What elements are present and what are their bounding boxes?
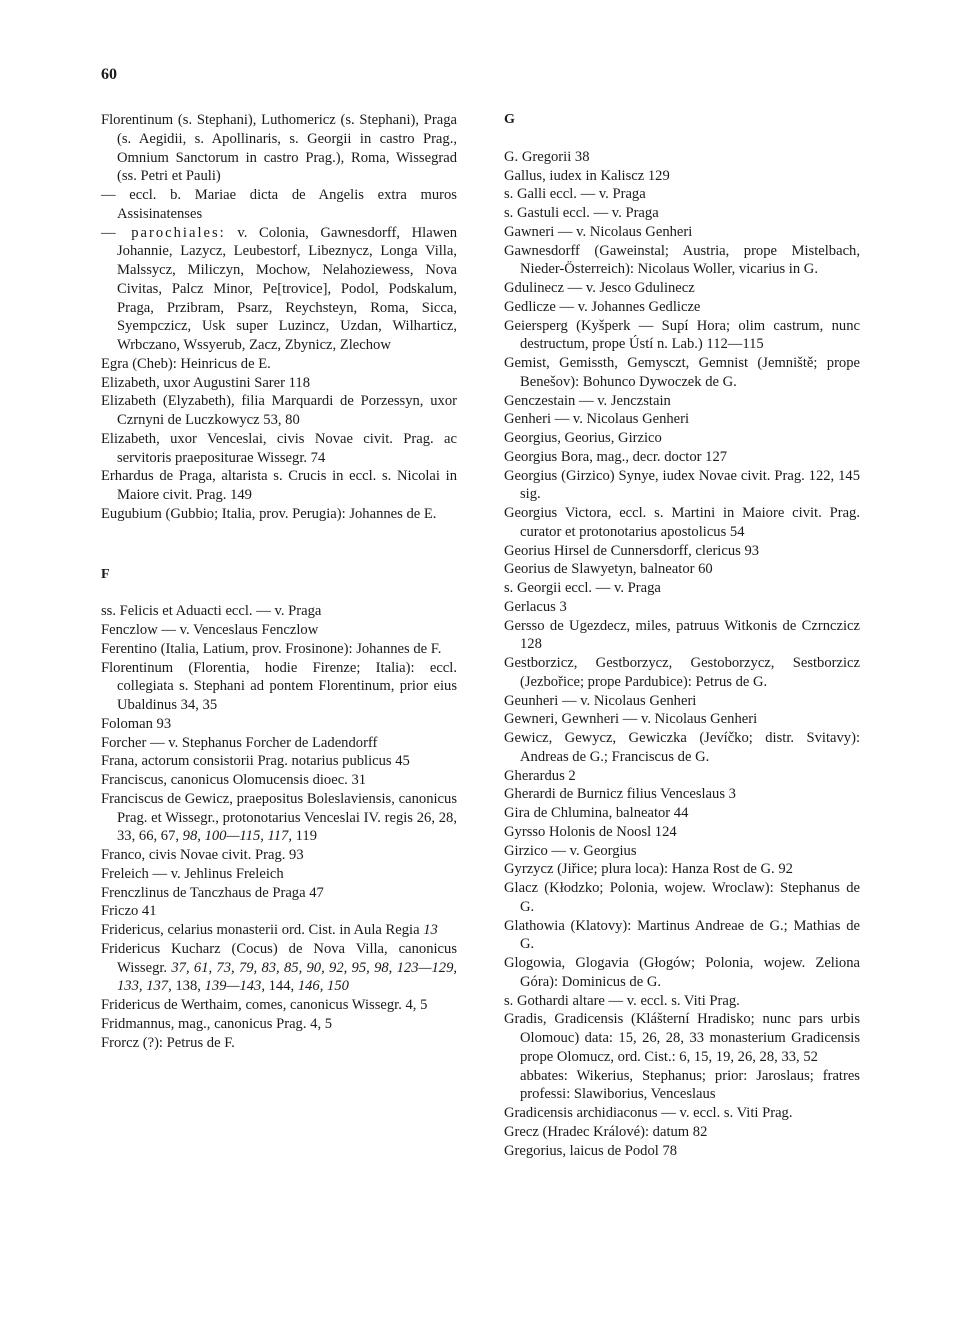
index-entry: Genheri — v. Nicolaus Genheri: [504, 411, 690, 428]
index-entry: Georgius Bora, mag., decr. doctor 127: [504, 448, 728, 465]
index-entry: s. Galli eccl. — v. Praga: [504, 186, 646, 203]
entry-italic-refs: 13: [423, 922, 438, 938]
index-entry: Freleich — v. Jehlinus Freleich: [101, 865, 284, 882]
index-entry: Frorcz (?): Petrus de F.: [101, 1034, 235, 1051]
index-entry: s. Gastuli eccl. — v. Praga: [504, 205, 659, 221]
index-entry: Gradis, Gradicensis (Klášterní Hradisko; nunc pars urbis Olomouc) data: 15, 26, 28, 33 monasterium Gradicensis prope Olomucz, ord. Cist.: 6, 15, 19, 26, 28, 33, 52: [504, 1011, 860, 1065]
index-entry: Florentinum (s. Stephani), Luthomericz (s. Stephani), Praga (s. Aegidii, s. Apollinaris, s. Georgii in castro Prag., Omnium Sanctorum in castro Prag.), Roma, Wissegrad (ss. Petri et Pauli): [101, 112, 457, 185]
index-entry: [101, 940, 457, 996]
index-entry: Gyrzycz (Jiřice; plura loca): Hanza Rost de G. 92: [504, 861, 793, 878]
index-entry: — eccl. b. Mariae dicta de Angelis extra muros Assisinatenses: [101, 187, 457, 222]
index-entry: Fridmannus, mag., canonicus Prag. 4, 5: [101, 1015, 333, 1032]
entry-italic-refs: 146, 150: [297, 978, 349, 995]
entry-text: Fridericus, celarius monasterii ord. Cist. in Aula Regia: [101, 922, 424, 938]
index-entry: Forcher — v. Stephanus Forcher de Ladendorff: [101, 734, 378, 751]
index-entry: Georgius (Girzico) Synye, iudex Novae civit. Prag. 122, 145 sig.: [504, 467, 860, 503]
index-entry: Glathowia (Klatovy): Martinus Andreae de G.; Mathias de G.: [504, 917, 860, 953]
entry-text: 144,: [264, 978, 298, 995]
right-column: [504, 111, 860, 1160]
index-entry: Gherardus 2: [504, 767, 576, 784]
index-entry: G. Gregorii 38: [504, 148, 590, 165]
parochiales-text: v. Colonia, Gawnesdorff, Hlawen Johannie, Lazycz, Leubestorf, Libeznycz, Longa Villa, Malssycz, Miliczyn, Mochow, Nelahoziewess, Nova Civitas, Palcz Minor, Pe[trovice], Podol, Podskalum, Praga, Przibram, Psarz, Reychsteyn, Roma, Sicca, Syempczicz, Usk super Luzincz, Uzdan, Wilharticz, Wrbczano, Wssyerub, Zacz, Zbynicz, Zlechow: [117, 224, 457, 353]
index-entry: Erhardus de Praga, altarista s. Crucis in eccl. s. Nicolai in Maiore civit. Prag. 149: [101, 468, 457, 503]
entry-italic-refs: 37, 61, 73, 79, 83, 85, 90, 92, 95, 98, 123—129, 133, 137,: [117, 959, 458, 995]
index-entry: [101, 224, 457, 355]
entry-italic-refs: 139—143,: [204, 978, 265, 995]
section-letter-f: F: [101, 566, 110, 582]
index-entry: Gdulinecz — v. Jesco Gdulinecz: [504, 280, 695, 296]
index-entry: Gedlicze — v. Johannes Gedlicze: [504, 298, 701, 315]
index-entry: ss. Felicis et Aduacti eccl. — v. Praga: [101, 603, 322, 620]
index-entry: Gallus, iudex in Kaliscz 129: [504, 167, 670, 184]
index-entry: Frana, actorum consistorii Prag. notarius publicus 45: [101, 753, 410, 770]
index-entry: Glogowia, Glogavia (Głogów; Polonia, wojew. Zeliona Góra): Dominicus de G.: [504, 955, 860, 990]
page-number: 60: [101, 66, 117, 83]
index-entry: Fridericus de Werthaim, comes, canonicus Wissegr. 4, 5: [101, 997, 428, 1013]
index-entry: Gradicensis archidiaconus — v. eccl. s. Viti Prag.: [504, 1105, 793, 1121]
entry-italic-refs: 98, 100—115, 117,: [182, 828, 292, 845]
index-entry: Grecz (Hradec Králové): datum 82: [504, 1123, 708, 1140]
index-entry: Ferentino (Italia, Latium, prov. Frosinone): Johannes de F.: [101, 640, 442, 657]
index-entry: s. Georgii eccl. — v. Praga: [504, 580, 661, 596]
entry-text: Franciscus de Gewicz, praepositus Boleslaviensis, canonicus Prag. et Wissegr., protonotarius Venceslai IV. regis 26, 28, 33, 66, 67,: [101, 790, 457, 845]
index-entry: Geunheri — v. Nicolaus Genheri: [504, 692, 697, 709]
index-entry: Geiersperg (Kyšperk — Supí Hora; olim castrum, nunc destructum, prope Ústí n. Lab.) 112—115: [504, 317, 860, 353]
index-entry: Gregorius, laicus de Podol 78: [504, 1142, 678, 1159]
index-entry: Elizabeth, uxor Venceslai, civis Novae civit. Prag. ac servitoris praepositurae Wissegr. 74: [101, 430, 457, 466]
index-entry: Foloman 93: [101, 715, 172, 732]
section-letter-g: G: [504, 112, 515, 127]
index-entry: Florentinum (Florentia, hodie Firenze; Italia): eccl. collegiata s. Stephani ad pontem Florentinum, prior eius Ubaldinus 34, 35: [101, 659, 457, 713]
index-entry: [101, 921, 457, 940]
index-entry: Genczestain — v. Jenczstain: [504, 392, 671, 409]
index-entry: Georgius, Georius, Girzico: [504, 430, 662, 446]
index-entry: Franciscus, canonicus Olomucensis dioec. 31: [101, 772, 367, 788]
index-entry: Gestborzicz, Gestborzycz, Gestoborzycz, Sestborzicz (Jezbořice; prope Pardubice): Petrus de G.: [504, 655, 860, 690]
index-entry: Gherardi de Burnicz filius Venceslaus 3: [504, 786, 736, 803]
index-entry: [101, 790, 457, 846]
index-entry: Georius de Slawyetyn, balneator 60: [504, 561, 713, 578]
index-entry: Elizabeth (Elyzabeth), filia Marquardi de Porzessyn, uxor Czrnyni de Luczkowycz 53, 80: [101, 393, 457, 428]
index-entry: Fenczlow — v. Venceslaus Fenczlow: [101, 622, 319, 638]
entry-text: 119: [292, 828, 317, 845]
entry-text: 138,: [171, 978, 205, 995]
index-entry: Franco, civis Novae civit. Prag. 93: [101, 847, 304, 863]
index-entry: Gyrsso Holonis de Noosl 124: [504, 823, 677, 840]
index-entry: Eugubium (Gubbio; Italia, prov. Perugia): Johannes de E.: [101, 505, 437, 522]
index-entry: Gawneri — v. Nicolaus Genheri: [504, 223, 693, 240]
index-entry: Girzico — v. Georgius: [504, 842, 637, 859]
parochiales-label: — parochiales:: [101, 224, 226, 241]
index-entry: Georius Hirsel de Cunnersdorff, clericus 93: [504, 542, 760, 559]
index-entry: Gewicz, Gewycz, Gewiczka (Jevíčko; distr. Svitavy): Andreas de G.; Franciscus de G.: [504, 730, 860, 765]
index-entry: Glacz (Kłodzko; Polonia, wojew. Wroclaw): Stephanus de G.: [504, 880, 860, 915]
index-entry: Egra (Cheb): Heinricus de E.: [101, 355, 271, 372]
index-entry: Gemist, Gemissth, Gemysczt, Gemnist (Jemniště; prope Benešov): Bohunco Dywoczek de G.: [504, 355, 860, 390]
index-subentry: abbates: Wikerius, Stephanus; prior: Jaroslaus; fratres professi: Slawiborius, Venceslaus: [520, 1067, 860, 1103]
index-entry: s. Gothardi altare — v. eccl. s. Viti Prag.: [504, 992, 740, 1009]
entry-text: Fridericus Kucharz (Cocus) de Nova Villa, canonicus Wissegr.: [101, 940, 457, 976]
index-entry: Frenczlinus de Tanczhaus de Praga 47: [101, 884, 324, 901]
index-entry: Gersso de Ugezdecz, miles, patruus Witkonis de Czrnczicz 128: [504, 617, 860, 653]
index-entry: Gawnesdorff (Gaweinstal; Austria, prope Mistelbach, Nieder-Österreich): Nicolaus Woller, vicarius in G.: [504, 242, 860, 278]
index-entry: Gira de Chlumina, balneator 44: [504, 805, 689, 821]
left-column: [101, 111, 457, 1052]
index-entry: Georgius Victora, eccl. s. Martini in Maiore civit. Prag. curator et protonotarius apostolicus 54: [504, 505, 860, 540]
index-entry: Friczo 41: [101, 903, 157, 920]
index-entry: Gewneri, Gewnheri — v. Nicolaus Genheri: [504, 711, 758, 728]
index-entry: Gerlacus 3: [504, 598, 567, 615]
index-entry: Elizabeth, uxor Augustini Sarer 118: [101, 374, 311, 391]
